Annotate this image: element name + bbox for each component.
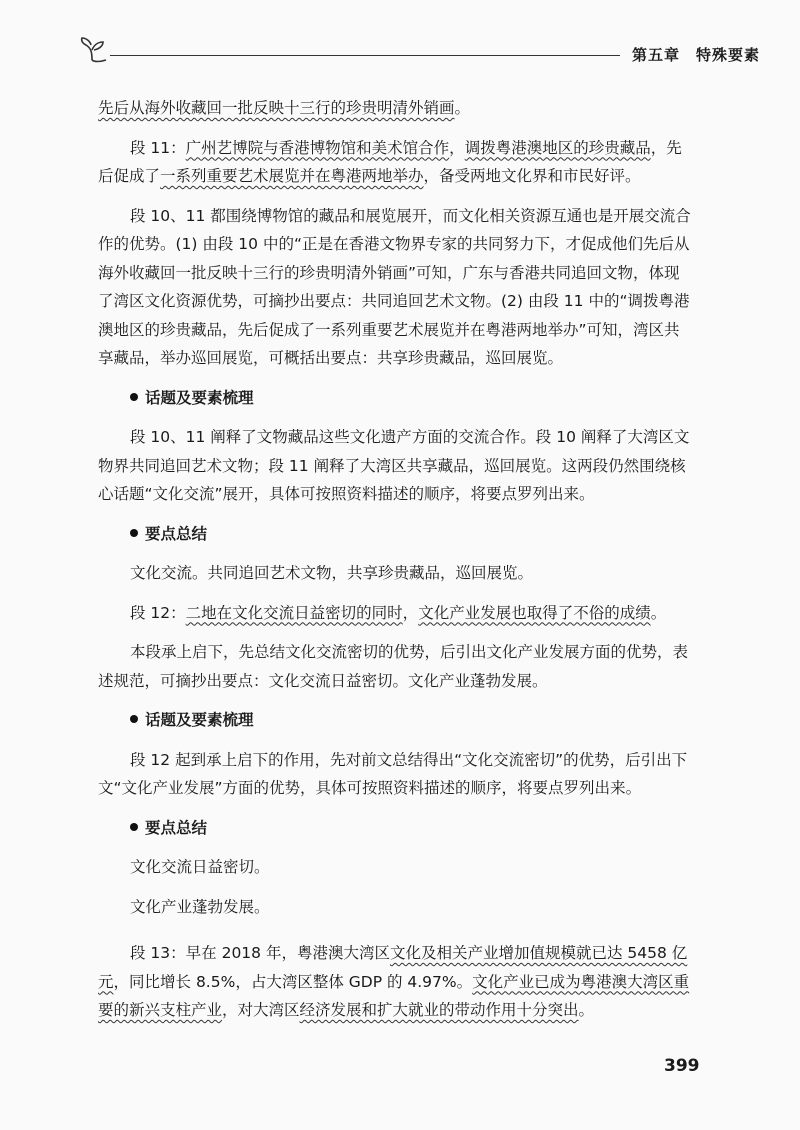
bullet-icon xyxy=(130,715,138,723)
underlined-text: 调拨粤港澳地区的珍贵藏品 xyxy=(464,138,651,157)
paragraph: 段 10、11 阐释了文物藏品这些文化遗产方面的交流合作。段 10 阐释了大湾区文物界共同追回艺术文物；段 11 阐释了大湾区共享藏品，巡回展览。这两段仍然围绕核心话题“文化交流”展开，具体可按照资料描述的顺序，将要点罗列出来。 xyxy=(98,428,690,503)
section-heading: 要点总结 xyxy=(98,814,694,843)
underlined-text: 文化产业发展也取得了不俗的成绩 xyxy=(418,603,651,622)
underlined-text: 文化产业已成为粤港澳大湾区重要的新兴支柱产业 xyxy=(98,972,690,1019)
bullet-icon xyxy=(130,393,138,401)
sprout-icon xyxy=(80,36,114,64)
section-heading: 要点总结 xyxy=(98,520,694,549)
page-number: 399 xyxy=(664,1056,700,1076)
paragraph: 段 11：广州艺博院与香港博物馆和美术馆合作，调拨粤港澳地区的珍贵藏品，先后促成了一系列重要艺术展览并在粤港两地举办，备受两地文化界和市民好评。 xyxy=(98,138,682,185)
paragraph: 段 12：二地在文化交流日益密切的同时，文化产业发展也取得了不俗的成绩。 xyxy=(130,603,667,622)
underlined-text: 一系列重要艺术展览并在粤港两地举办 xyxy=(160,167,424,185)
bullet-icon xyxy=(130,529,138,537)
chapter-title: 第五章 特殊要素 xyxy=(632,46,761,64)
bullet-icon xyxy=(130,823,138,831)
section-heading: 话题及要素梳理 xyxy=(98,706,694,735)
paragraph: 段 10、11 都围绕博物馆的藏品和展览展开，而文化相关资源互通也是开展交流合作的优势。(1) 由段 10 中的“正是在香港文物界专家的共同努力下，才促成他们先后从海外收藏回一批反映十三行的珍贵明清外销画”可知，广东与香港共同追回文物，体现了湾区文化资源优势，可摘抄出要点：共同追回艺术文物。(2) 由段 11 中的“调拨粤港澳地区的珍贵藏品，先后促成了一系列重要艺术展览并在粤港两地举办”可知，湾区共享藏品，举办巡回展览，可概括出要点：共享珍贵藏品，巡回展览。 xyxy=(98,206,691,367)
underlined-text: 先后从海外收藏回一批反映十三行的珍贵明清外销画 xyxy=(98,99,455,117)
underlined-text: 广州艺博院与香港博物馆和美术馆合作 xyxy=(185,138,450,157)
header-rule xyxy=(110,55,620,56)
paragraph: 文化产业蓬勃发展。 xyxy=(130,897,270,916)
paragraph: 文化交流日益密切。 xyxy=(130,858,270,876)
paragraph: 段 12 起到承上启下的作用，先对前文总结得出“文化交流密切”的优势，后引出下文“文化产业发展”方面的优势，具体可按照资料描述的顺序，将要点罗列出来。 xyxy=(98,750,688,797)
running-header xyxy=(80,36,761,66)
paragraph: 段 13：早在 2018 年，粤港澳大湾区文化及相关产业增加值规模就已达 5458 亿元，同比增长 8.5%，占大湾区整体 GDP 的 4.97%。文化产业已成为粤港澳大湾区重要的新兴支柱产业，对大湾区经济发展和扩大就业的带动作用十分突出。 xyxy=(98,944,690,1019)
underlined-text: 经济发展和扩大就业的带动作用十分突出 xyxy=(299,1001,579,1019)
section-heading: 话题及要素梳理 xyxy=(98,384,694,413)
paragraph: 本段承上启下，先总结文化交流密切的优势，后引出文化产业发展方面的优势，表述规范，可摘抄出要点：文化交流日益密切。文化产业蓬勃发展。 xyxy=(98,643,689,690)
paragraph: 文化交流。共同追回艺术文物，共享珍贵藏品，巡回展览。 xyxy=(130,564,534,582)
underlined-text: 文化及相关产业增加值规模就已达 5458 亿元 xyxy=(98,944,688,991)
underlined-text: 二地在文化交流日益密切的同时 xyxy=(185,603,403,622)
page-body xyxy=(98,94,694,1025)
paragraph: 先后从海外收藏回一批反映十三行的珍贵明清外销画。 xyxy=(98,99,471,117)
